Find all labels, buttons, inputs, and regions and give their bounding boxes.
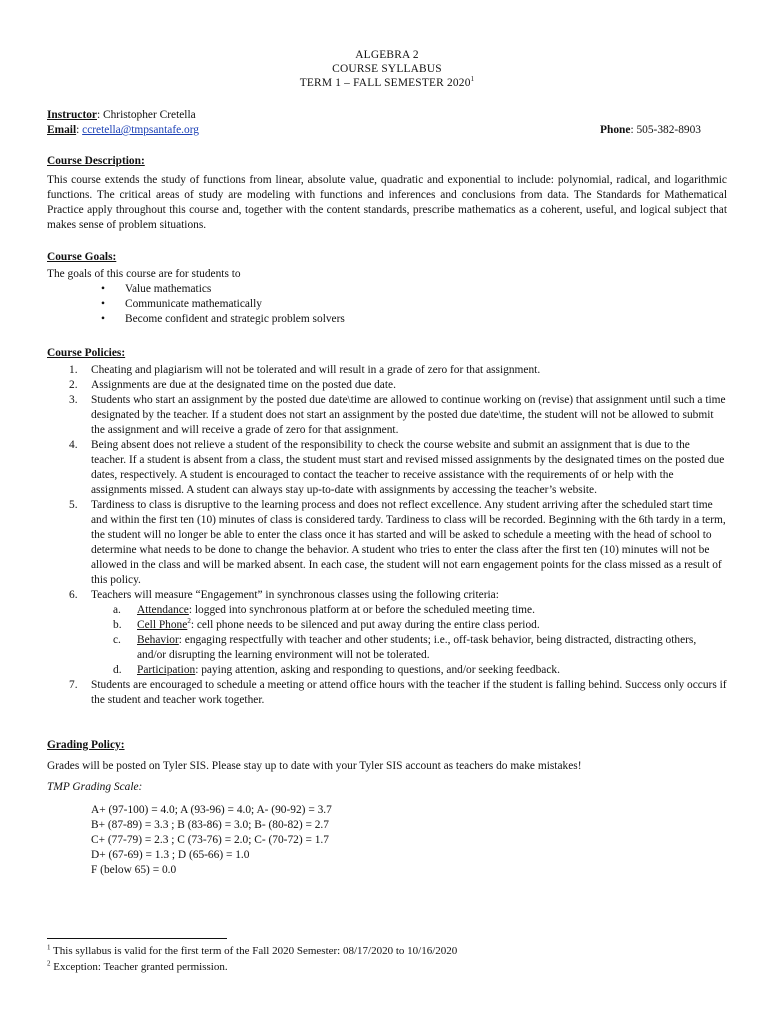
grading-scale-title: TMP Grading Scale:: [47, 781, 143, 793]
grading-scale: [47, 803, 727, 878]
grade-line: F (below 65) = 0.0: [91, 864, 177, 876]
list-item: 1. Cheating and plagiarism will not be tolerated and will result in a grade of zero for that assignment.: [69, 364, 541, 376]
footnote-ref-1[interactable]: 1: [470, 75, 475, 84]
title-course: ALGEBRA 2: [355, 49, 419, 61]
course-goals-intro: The goals of this course are for students to: [47, 268, 241, 280]
course-goals-heading: Course Goals:: [47, 251, 117, 263]
course-description-section: [47, 154, 727, 233]
course-goals-list: [47, 282, 727, 327]
footnote-ref-2[interactable]: 2: [187, 617, 191, 626]
grading-policy-text: Grades will be posted on Tyler SIS. Please stay up to date with your Tyler SIS account as teachers do make mistakes!: [47, 760, 582, 772]
list-item: • Value mathematics: [101, 283, 212, 295]
list-item: c. Behavior: engaging respectfully with teacher and other students; i.e., off-task behavior, being distracted, distracting others, and/or disrupting the learning environment will not be tolerated.: [113, 634, 697, 661]
grade-line: C+ (77-79) = 2.3 ; C (73-76) = 2.0; C- (70-72) = 1.7: [91, 834, 329, 846]
instructor-label: Instructor: [47, 109, 97, 121]
bullet-icon: •: [101, 298, 105, 310]
grade-line: D+ (67-69) = 1.3 ; D (65-66) = 1.0: [91, 849, 250, 861]
list-item: 3. Students who start an assignment by the posted due date\time are allowed to continue working on (revise) that assignment until such a time designated by the teacher. If a student does not start an assignment by the posted due date\time, the student will not be allowed to submit the assignment and will receive a grade of zero for that assignment.: [69, 394, 726, 436]
phone-label: Phone: [600, 124, 631, 136]
instructor-name: : Christopher Cretella: [96, 109, 196, 121]
bullet-icon: •: [101, 283, 105, 295]
grade-line: B+ (87-89) = 3.3 ; B (83-86) = 3.0; B- (80-82) = 2.7: [91, 819, 329, 831]
bullet-icon: •: [101, 313, 105, 325]
list-item: • Communicate mathematically: [101, 298, 262, 310]
instructor-line: [47, 108, 727, 123]
list-item: 7. Students are encouraged to schedule a meeting or attend office hours with the teacher if the student is falling behind. Success only occurs if the student and teacher work together.: [69, 679, 727, 706]
document-title: [47, 48, 727, 90]
course-policies-section: [47, 346, 727, 708]
grading-policy-section: [47, 738, 727, 878]
phone-number: : 505-382-8903: [630, 124, 701, 136]
course-description-text: This course extends the study of functions from linear, absolute value, quadratic and exponential to include: polynomial, radical, and logarithmic functions. The critical areas of study are modeling with functions and inferences and conclusions from data. The Standards for Mathematical Practice apply throughout this course and, together with the content standards, prescribe mathematics as a coherent, useful, and logical subject that makes sense of problem situations.: [47, 174, 727, 231]
list-item: 4. Being absent does not relieve a student of the responsibility to check the course website and submit an assignment that is due to the teacher. If a student is absent from a class, the student must start and revised missed assignments by the designated times on the posted due dates, respectively. A student is encouraged to contact the teacher to receive assistance with the requirements of or help with the assignments missed. A student can always stay up-to-date with assignments by accessing the teacher’s website.: [69, 439, 725, 496]
list-item: 5. Tardiness to class is disruptive to the learning process and does not reflect excellence. Any student arriving after the scheduled start time and within the first ten (10) minutes of class is considered tardy. Tardiness to class will be recorded. Beginning with the 6th tardy in a term, the student will no longer be able to enter the class once it has started and will be asked to schedule a meeting with the head of school to determine what needs to be done to change the behavior. A student who tries to enter the class after the first ten (10) minutes will not be allowed in the class and will be marked absent. In each case, the student will not earn engagement points for the class missed as a result of this policy.: [69, 499, 726, 586]
course-goals-section: [47, 250, 727, 327]
list-item: • Become confident and strategic problem solvers: [101, 313, 345, 325]
phone: [600, 123, 701, 138]
title-syllabus: COURSE SYLLABUS: [332, 63, 442, 75]
contact-line: Email: ccretella@tmpsantafe.org Phone: 505-382-8903: [47, 124, 701, 136]
title-term: TERM 1 – FALL SEMESTER 2020$^1$: [299, 75, 475, 89]
footnote-2: $^2$ Exception: Teacher granted permission.: [47, 959, 228, 973]
course-description-heading: Course Description:: [47, 155, 145, 167]
footnote-divider: [47, 938, 227, 939]
list-item: d. Participation: paying attention, asking and responding to questions, and/or seeking feedback.: [113, 664, 560, 676]
list-item: 2. Assignments are due at the designated time on the posted due date.: [69, 379, 396, 391]
footnote-1: $^1$ This syllabus is valid for the first term of the Fall 2020 Semester: 08/17/2020 to 10/16/2020: [47, 943, 458, 957]
course-policies-list: [47, 363, 727, 708]
engagement-criteria-list: [47, 603, 727, 678]
grading-policy-heading: Grading Policy:: [47, 739, 125, 751]
email-link[interactable]: ccretella@tmpsantafe.org: [82, 124, 199, 136]
course-policies-heading: Course Policies:: [47, 347, 126, 359]
list-item: a. Attendance: logged into synchronous platform at or before the scheduled meeting time.: [113, 604, 535, 616]
list-item: 6. Teachers will measure “Engagement” in synchronous classes using the following criteria: a. Attendance: logged into synchronous platform at or before the scheduled meeting time. b. Cell Phone$^2$: cell phone needs to be silenced and put away during the entire class period. c. Behavior: engaging respectfully with teacher and other students; i.e., off-task behavior, being distracted, distracting others, and/or disrupting the learning environment will not be tolerated. d. Participation: paying attention, asking and responding to questions, and/or seeking feedback.: [47, 588, 727, 678]
email-label: Email: [47, 124, 77, 136]
list-item: b. Cell Phone$^2$: cell phone needs to be silenced and put away during the entire class period.: [113, 617, 540, 631]
grade-line: A+ (97-100) = 4.0; A (93-96) = 4.0; A- (90-92) = 3.7: [91, 804, 332, 816]
